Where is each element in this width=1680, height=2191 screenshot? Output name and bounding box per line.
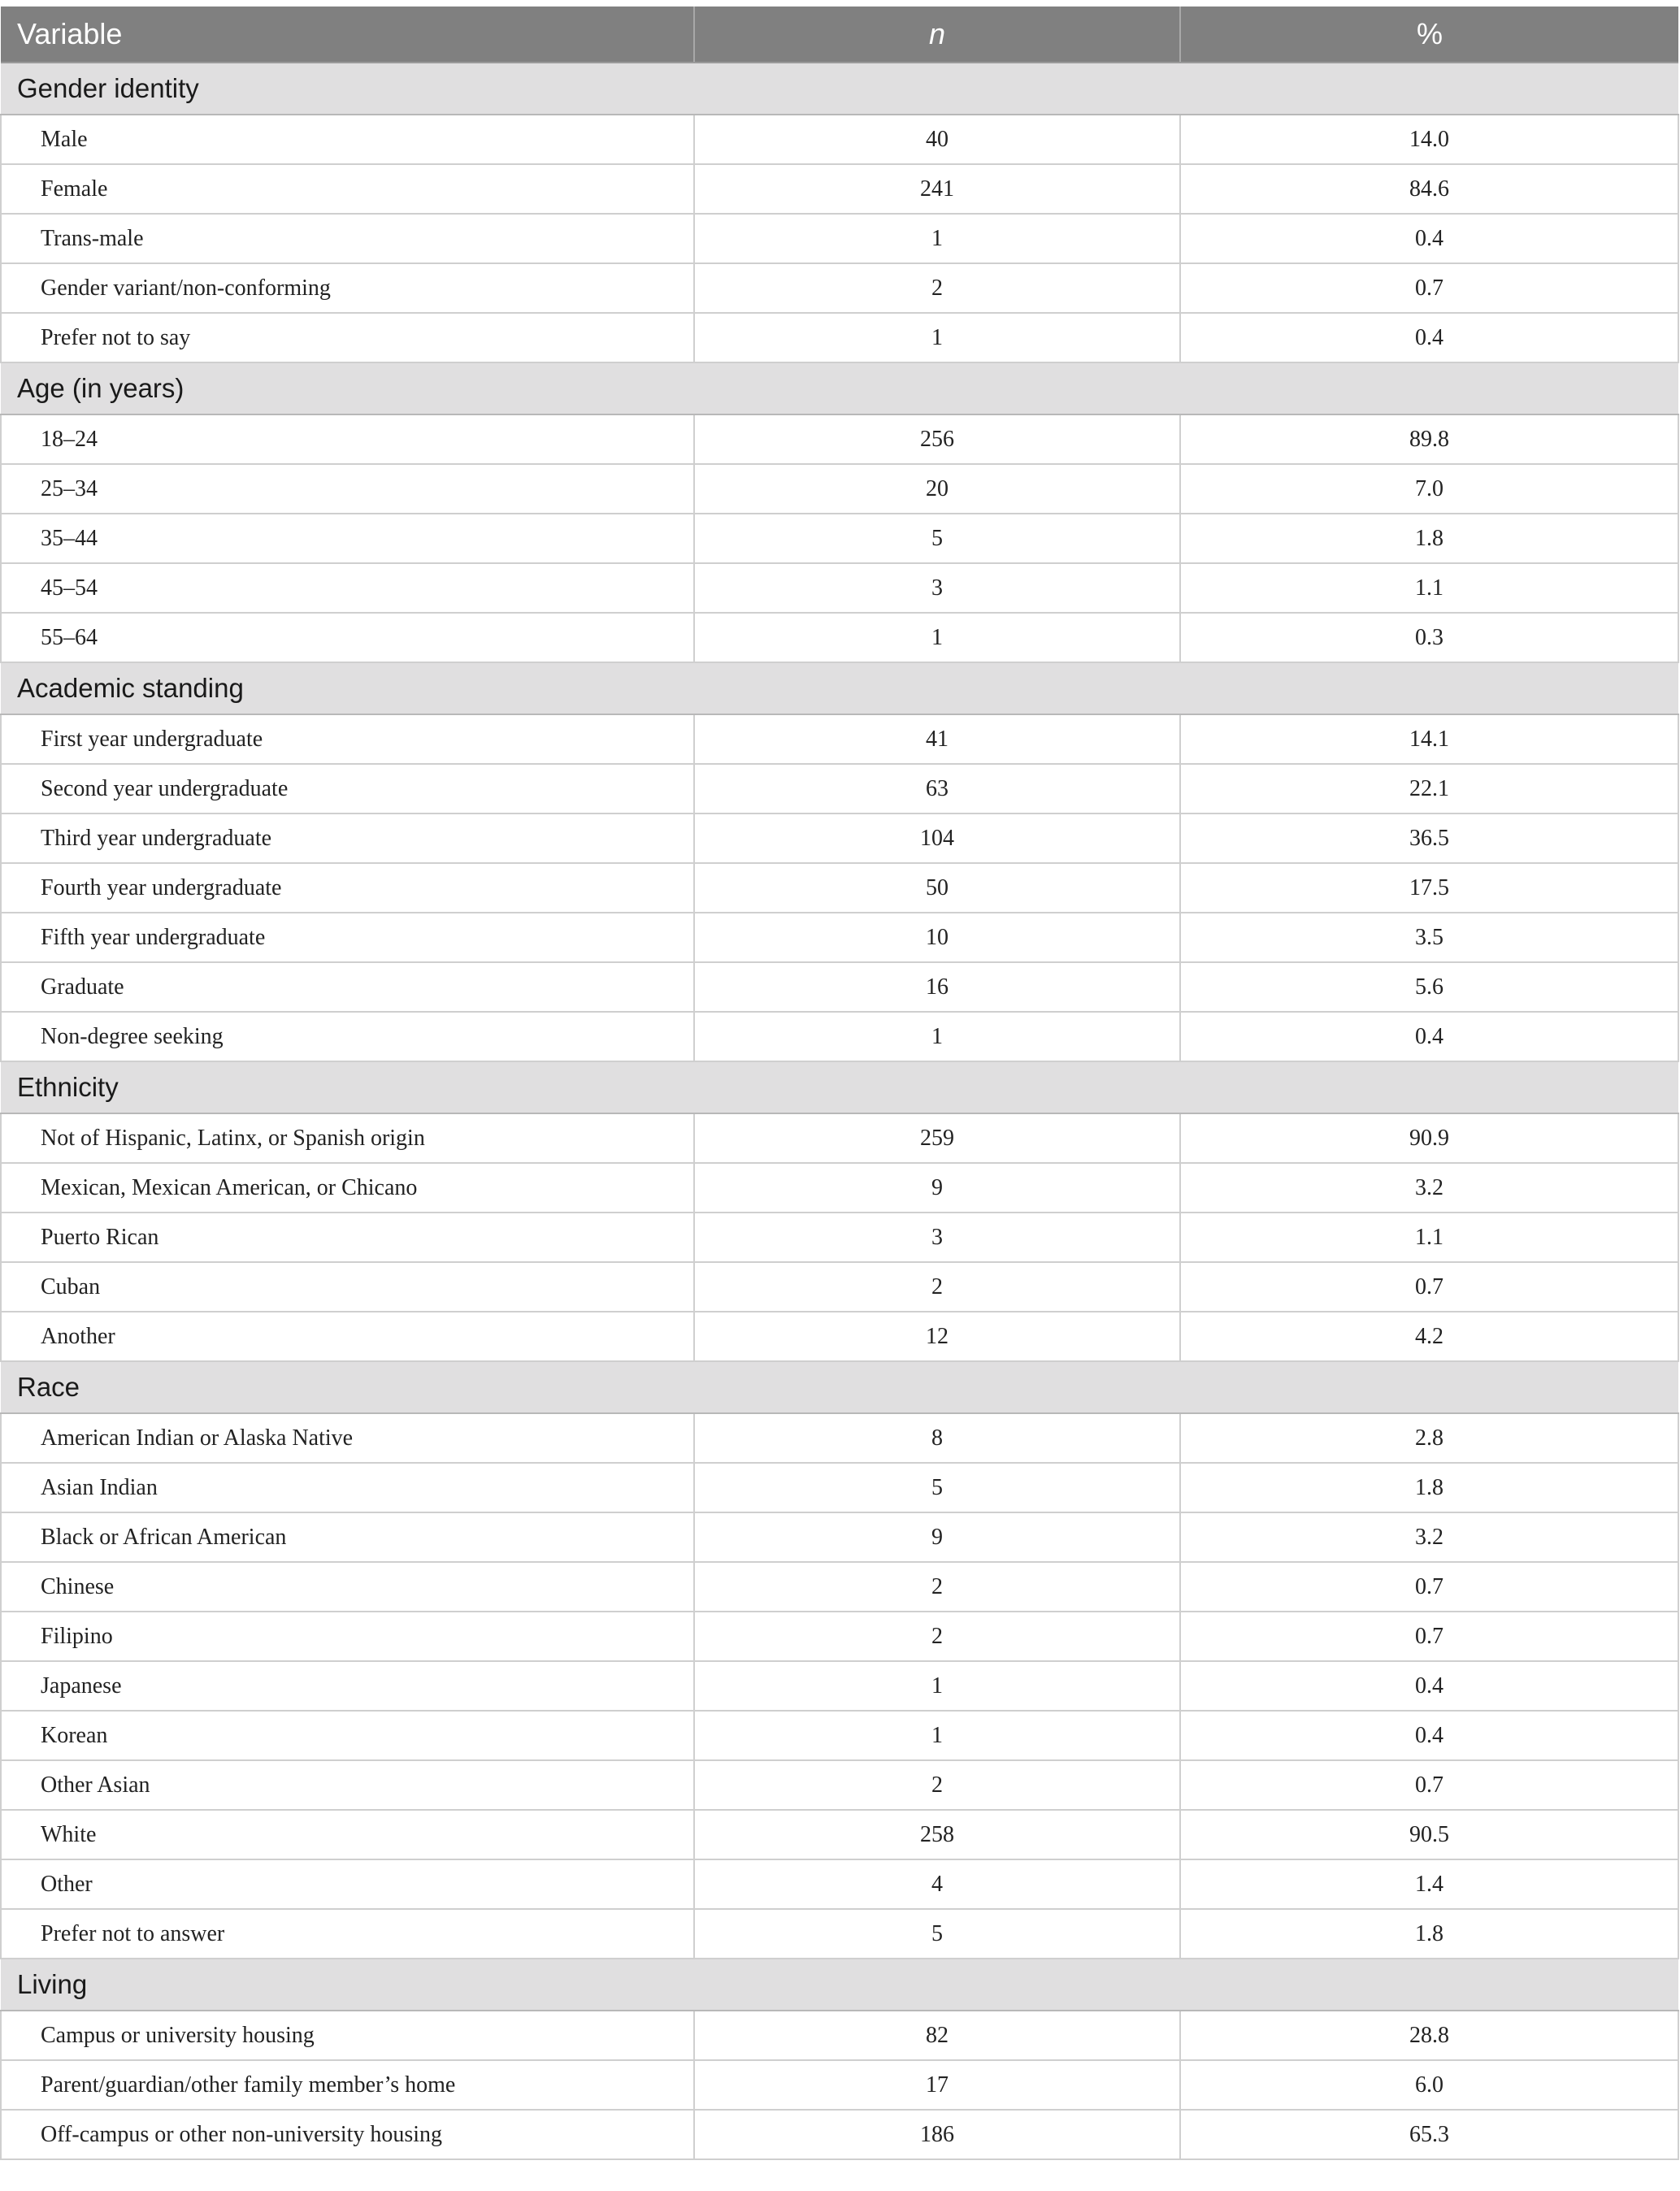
row-percent-value: 6.0 xyxy=(1180,2060,1678,2110)
row-n-value: 1 xyxy=(694,613,1180,662)
table-row xyxy=(1,1512,1678,1562)
table-row xyxy=(1,1113,1678,1163)
table-row xyxy=(1,514,1678,563)
table-row xyxy=(1,714,1678,764)
row-label: Parent/guardian/other family member’s home xyxy=(1,2060,694,2110)
row-percent-value: 7.0 xyxy=(1180,464,1678,514)
row-label: Other Asian xyxy=(1,1760,694,1810)
table-row xyxy=(1,1859,1678,1909)
row-label: 35–44 xyxy=(1,514,694,563)
row-label: Fifth year undergraduate xyxy=(1,913,694,962)
row-percent-value: 1.4 xyxy=(1180,1859,1678,1909)
row-n-value: 40 xyxy=(694,115,1180,164)
table-row xyxy=(1,1909,1678,1959)
row-n-value: 9 xyxy=(694,1163,1180,1213)
header-n: n xyxy=(694,7,1180,63)
row-percent-value: 0.7 xyxy=(1180,263,1678,313)
row-percent-value: 0.7 xyxy=(1180,1612,1678,1661)
table-row xyxy=(1,263,1678,313)
header-row xyxy=(1,7,1678,63)
table-row xyxy=(1,2011,1678,2060)
row-percent-value: 1.8 xyxy=(1180,1909,1678,1959)
row-n-value: 41 xyxy=(694,714,1180,764)
row-percent-value: 2.8 xyxy=(1180,1413,1678,1463)
row-percent-value: 3.2 xyxy=(1180,1512,1678,1562)
row-label: 55–64 xyxy=(1,613,694,662)
row-n-value: 104 xyxy=(694,813,1180,863)
group-row-gender-identity xyxy=(1,63,1678,115)
group-label: Living xyxy=(1,1959,1678,2011)
row-n-value: 16 xyxy=(694,962,1180,1012)
row-n-value: 3 xyxy=(694,563,1180,613)
table-header xyxy=(1,7,1678,63)
row-n-value: 1 xyxy=(694,214,1180,263)
row-label: 18–24 xyxy=(1,414,694,464)
row-label: Third year undergraduate xyxy=(1,813,694,863)
row-n-value: 256 xyxy=(694,414,1180,464)
row-percent-value: 0.7 xyxy=(1180,1760,1678,1810)
row-n-value: 1 xyxy=(694,1661,1180,1711)
row-n-value: 9 xyxy=(694,1512,1180,1562)
table-row xyxy=(1,1661,1678,1711)
row-percent-value: 65.3 xyxy=(1180,2110,1678,2159)
row-percent-value: 3.2 xyxy=(1180,1163,1678,1213)
row-n-value: 2 xyxy=(694,1760,1180,1810)
table-row xyxy=(1,1163,1678,1213)
row-percent-value: 0.3 xyxy=(1180,613,1678,662)
row-label: 25–34 xyxy=(1,464,694,514)
row-label: Female xyxy=(1,164,694,214)
row-n-value: 1 xyxy=(694,1012,1180,1061)
row-label: First year undergraduate xyxy=(1,714,694,764)
row-percent-value: 14.1 xyxy=(1180,714,1678,764)
row-label: Prefer not to answer xyxy=(1,1909,694,1959)
row-percent-value: 90.9 xyxy=(1180,1113,1678,1163)
table-row xyxy=(1,1413,1678,1463)
table-row xyxy=(1,2110,1678,2159)
row-n-value: 50 xyxy=(694,863,1180,913)
row-n-value: 259 xyxy=(694,1113,1180,1163)
row-percent-value: 22.1 xyxy=(1180,764,1678,813)
row-label: Fourth year undergraduate xyxy=(1,863,694,913)
row-label: White xyxy=(1,1810,694,1859)
header-percent: % xyxy=(1180,7,1678,63)
table-row xyxy=(1,1562,1678,1612)
table-row xyxy=(1,115,1678,164)
row-n-value: 5 xyxy=(694,514,1180,563)
row-percent-value: 28.8 xyxy=(1180,2011,1678,2060)
row-n-value: 4 xyxy=(694,1859,1180,1909)
row-label: Campus or university housing xyxy=(1,2011,694,2060)
row-n-value: 186 xyxy=(694,2110,1180,2159)
row-percent-value: 0.7 xyxy=(1180,1562,1678,1612)
group-row-age-in-years xyxy=(1,362,1678,414)
row-n-value: 5 xyxy=(694,1463,1180,1512)
row-percent-value: 36.5 xyxy=(1180,813,1678,863)
row-n-value: 12 xyxy=(694,1312,1180,1361)
row-label: Black or African American xyxy=(1,1512,694,1562)
table-row xyxy=(1,1012,1678,1061)
row-label: Prefer not to say xyxy=(1,313,694,362)
row-percent-value: 90.5 xyxy=(1180,1810,1678,1859)
row-n-value: 1 xyxy=(694,1711,1180,1760)
row-n-value: 5 xyxy=(694,1909,1180,1959)
row-label: Filipino xyxy=(1,1612,694,1661)
row-percent-value: 0.4 xyxy=(1180,1711,1678,1760)
row-n-value: 3 xyxy=(694,1213,1180,1262)
table-row xyxy=(1,2060,1678,2110)
table-row xyxy=(1,164,1678,214)
row-label: Non-degree seeking xyxy=(1,1012,694,1061)
table-row xyxy=(1,563,1678,613)
row-n-value: 241 xyxy=(694,164,1180,214)
row-percent-value: 1.1 xyxy=(1180,563,1678,613)
row-percent-value: 1.8 xyxy=(1180,1463,1678,1512)
table-row xyxy=(1,1262,1678,1312)
row-label: Gender variant/non-conforming xyxy=(1,263,694,313)
row-percent-value: 1.8 xyxy=(1180,514,1678,563)
row-n-value: 2 xyxy=(694,1612,1180,1661)
row-percent-value: 0.4 xyxy=(1180,214,1678,263)
row-percent-value: 0.7 xyxy=(1180,1262,1678,1312)
row-n-value: 2 xyxy=(694,1262,1180,1312)
row-label: Puerto Rican xyxy=(1,1213,694,1262)
row-percent-value: 4.2 xyxy=(1180,1312,1678,1361)
row-percent-value: 1.1 xyxy=(1180,1213,1678,1262)
row-percent-value: 17.5 xyxy=(1180,863,1678,913)
table-row xyxy=(1,913,1678,962)
header-variable: Variable xyxy=(1,7,694,63)
row-label: Another xyxy=(1,1312,694,1361)
row-label: Chinese xyxy=(1,1562,694,1612)
row-n-value: 2 xyxy=(694,1562,1180,1612)
group-row-academic-standing xyxy=(1,662,1678,714)
row-n-value: 1 xyxy=(694,313,1180,362)
row-percent-value: 0.4 xyxy=(1180,313,1678,362)
group-row-race xyxy=(1,1361,1678,1413)
row-percent-value: 14.0 xyxy=(1180,115,1678,164)
row-percent-value: 89.8 xyxy=(1180,414,1678,464)
row-label: Cuban xyxy=(1,1262,694,1312)
row-n-value: 10 xyxy=(694,913,1180,962)
row-label: Off-campus or other non-university housing xyxy=(1,2110,694,2159)
group-label: Ethnicity xyxy=(1,1061,1678,1113)
row-percent-value: 5.6 xyxy=(1180,962,1678,1012)
table-row xyxy=(1,1760,1678,1810)
table-row xyxy=(1,313,1678,362)
row-n-value: 63 xyxy=(694,764,1180,813)
table-row xyxy=(1,214,1678,263)
table-row xyxy=(1,1711,1678,1760)
table-row xyxy=(1,813,1678,863)
demographics-table-container xyxy=(0,7,1678,2160)
group-label: Gender identity xyxy=(1,63,1678,115)
group-row-ethnicity xyxy=(1,1061,1678,1113)
row-percent-value: 84.6 xyxy=(1180,164,1678,214)
row-label: Korean xyxy=(1,1711,694,1760)
row-label: American Indian or Alaska Native xyxy=(1,1413,694,1463)
table-row xyxy=(1,414,1678,464)
table-row xyxy=(1,464,1678,514)
table-row xyxy=(1,764,1678,813)
row-n-value: 17 xyxy=(694,2060,1180,2110)
row-label: Male xyxy=(1,115,694,164)
group-row-living xyxy=(1,1959,1678,2011)
table-row xyxy=(1,962,1678,1012)
row-label: Trans-male xyxy=(1,214,694,263)
table-row xyxy=(1,1463,1678,1512)
row-label: Other xyxy=(1,1859,694,1909)
demographics-table xyxy=(0,7,1679,2160)
group-label: Age (in years) xyxy=(1,362,1678,414)
group-label: Academic standing xyxy=(1,662,1678,714)
table-row xyxy=(1,1810,1678,1859)
row-label: Asian Indian xyxy=(1,1463,694,1512)
table-body xyxy=(1,63,1678,2159)
table-row xyxy=(1,863,1678,913)
row-n-value: 2 xyxy=(694,263,1180,313)
table-row xyxy=(1,1612,1678,1661)
table-row xyxy=(1,1213,1678,1262)
row-label: Graduate xyxy=(1,962,694,1012)
row-n-value: 258 xyxy=(694,1810,1180,1859)
row-percent-value: 3.5 xyxy=(1180,913,1678,962)
table-row xyxy=(1,1312,1678,1361)
row-label: Not of Hispanic, Latinx, or Spanish origin xyxy=(1,1113,694,1163)
row-label: Second year undergraduate xyxy=(1,764,694,813)
row-n-value: 82 xyxy=(694,2011,1180,2060)
row-label: Mexican, Mexican American, or Chicano xyxy=(1,1163,694,1213)
row-n-value: 8 xyxy=(694,1413,1180,1463)
row-percent-value: 0.4 xyxy=(1180,1661,1678,1711)
table-row xyxy=(1,613,1678,662)
row-percent-value: 0.4 xyxy=(1180,1012,1678,1061)
row-label: 45–54 xyxy=(1,563,694,613)
row-n-value: 20 xyxy=(694,464,1180,514)
row-label: Japanese xyxy=(1,1661,694,1711)
group-label: Race xyxy=(1,1361,1678,1413)
